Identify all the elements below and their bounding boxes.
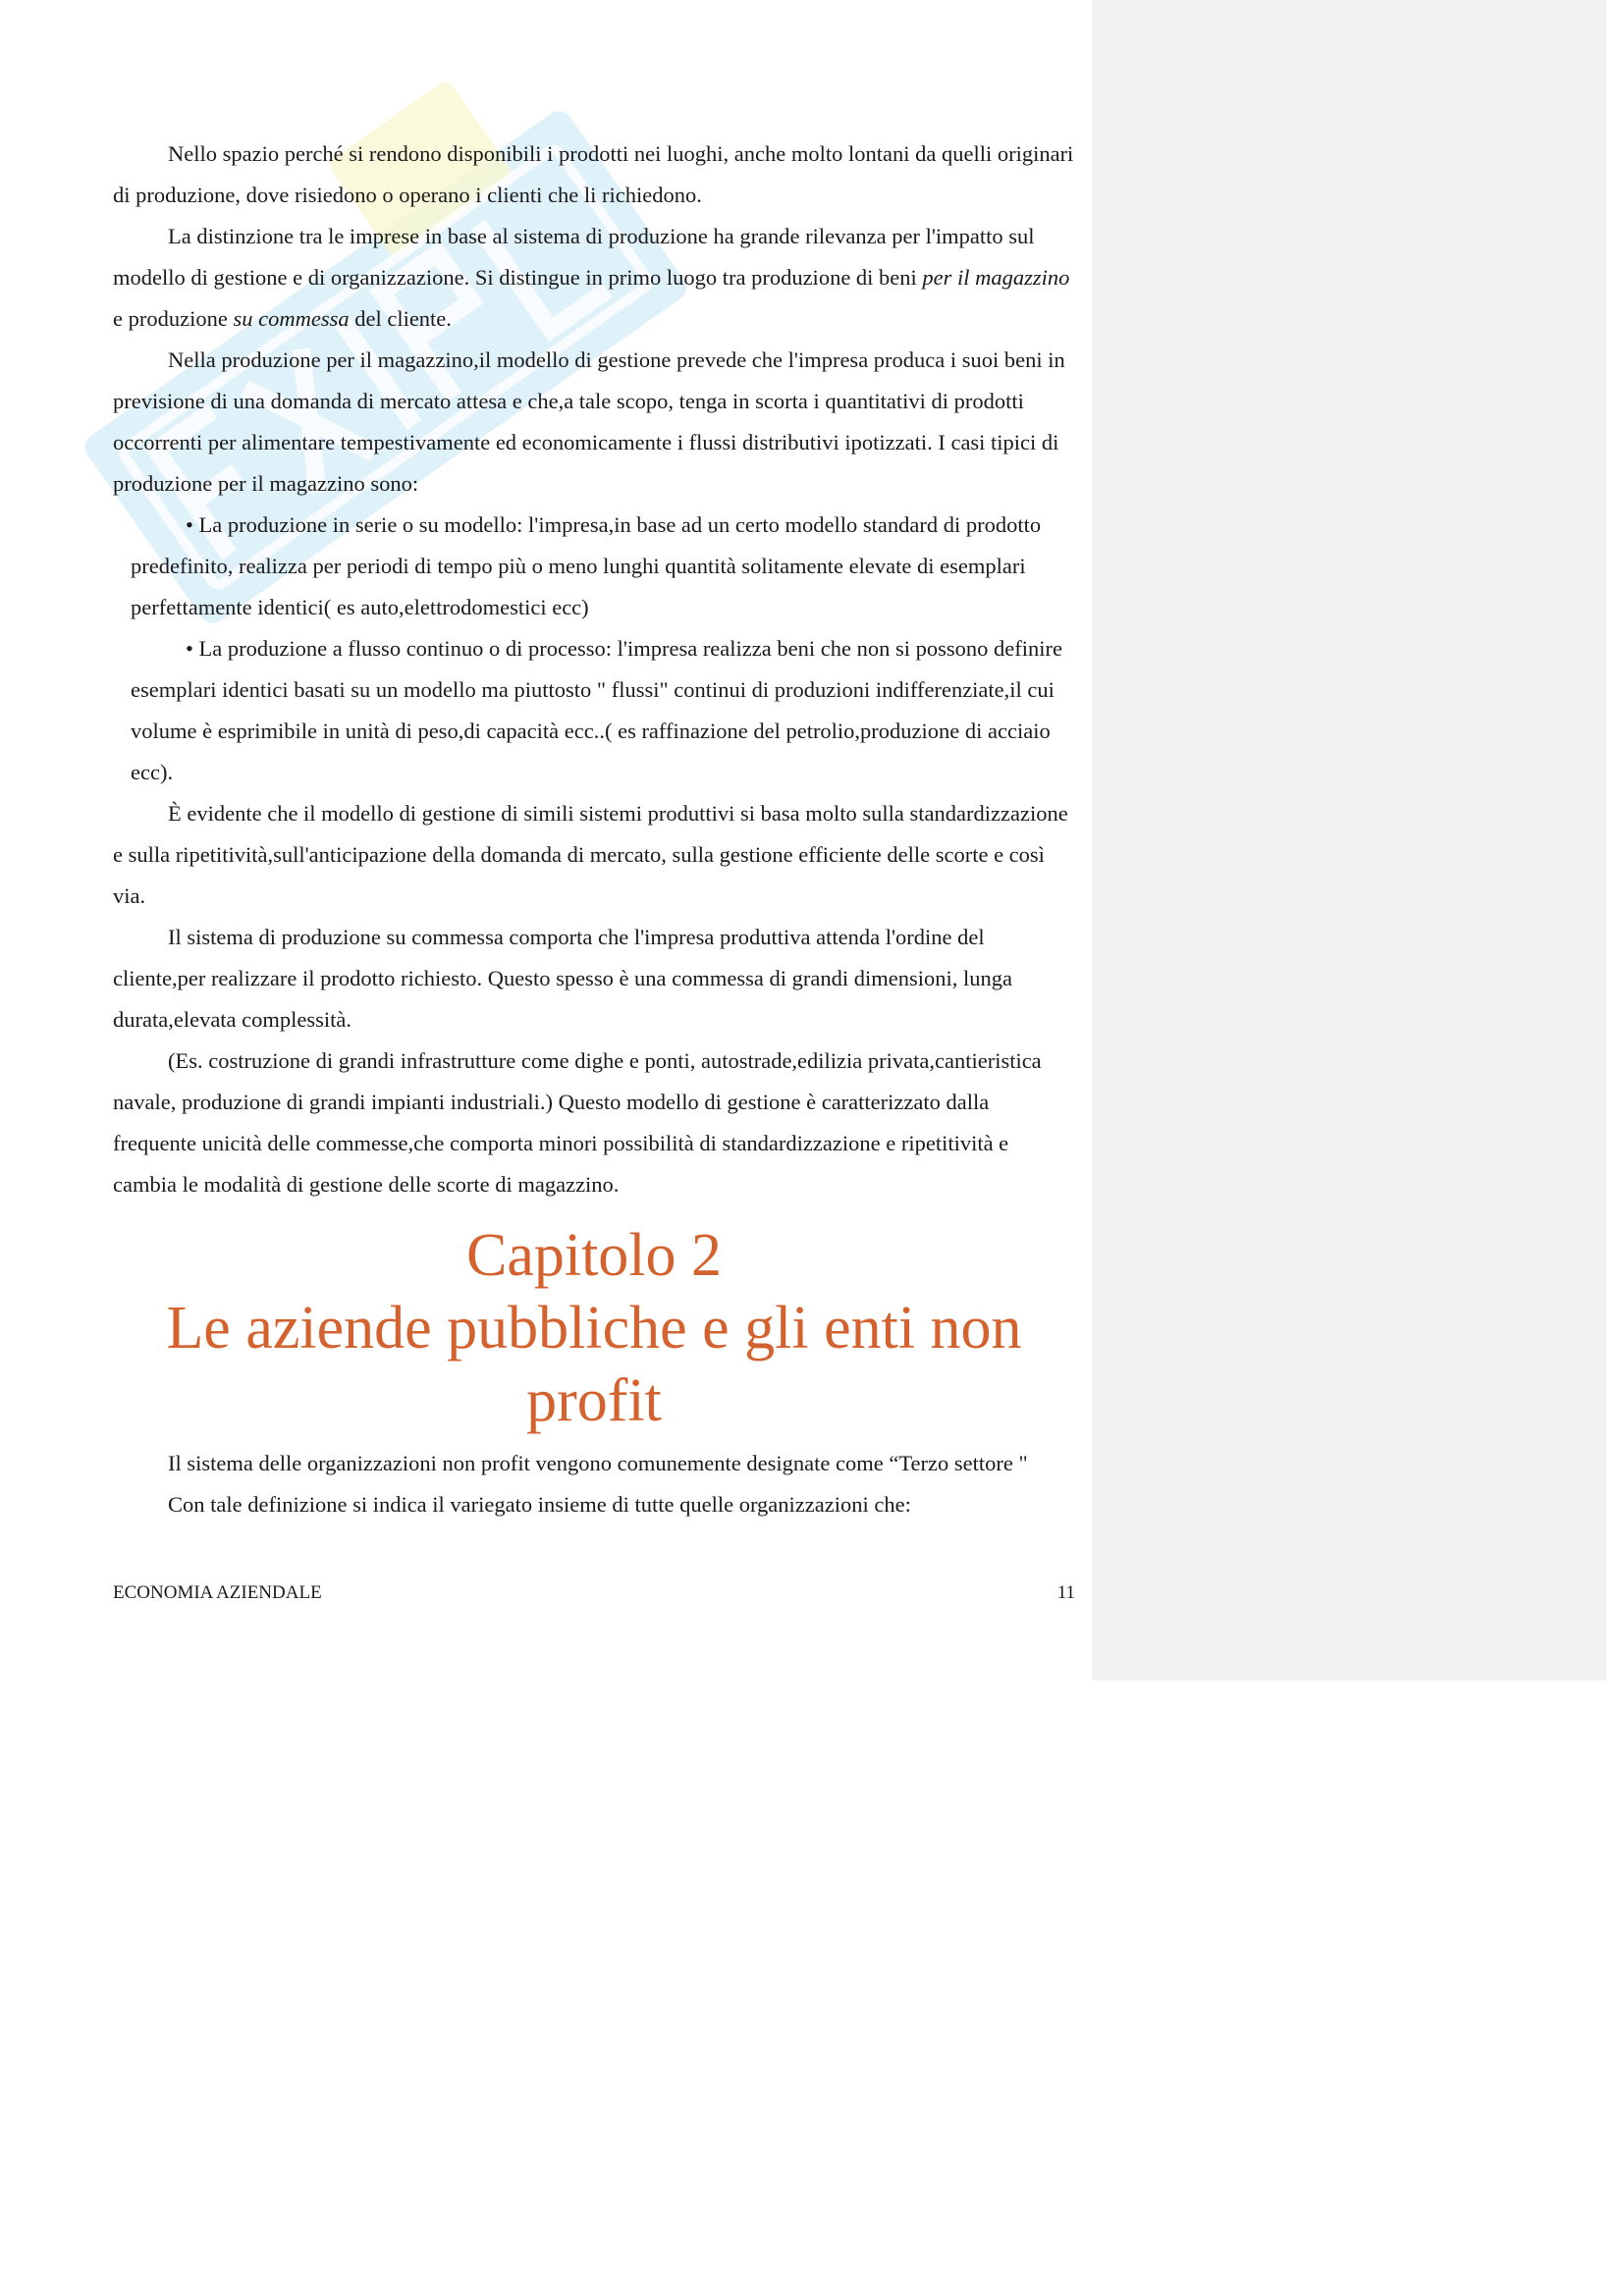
paragraph-text: e produzione: [113, 306, 234, 331]
emphasis-text: per il magazzino: [922, 265, 1070, 290]
footer-title: ECONOMIA AZIENDALE: [113, 1582, 322, 1603]
bullet-item: • La produzione a flusso continuo o di processo: l'impresa realizza beni che non si possono definire esemplari identici basati su un modello ma piuttosto " flussi" continui di produzioni indifferenziate,il cui volume è esprimibile in unità di peso,di capacità ecc..( es raffinazione del petrolio,produzione di acciaio ecc).: [131, 636, 1062, 784]
chapter-title: Le aziende pubbliche e gli enti non profit: [166, 1295, 1022, 1434]
chapter-heading: [113, 1219, 1075, 1437]
paragraph: Con tale definizione si indica il variegato insieme di tutte quelle organizzazioni che:: [168, 1492, 911, 1517]
comment-margin-panel: [1092, 0, 1606, 1681]
document-body: [113, 133, 1075, 1525]
paragraph-text: La distinzione tra le imprese in base al sistema di produzione ha grande rilevanza per l'impatto sul modello di gestione e di organizzazione. Si distingue in primo luogo tra produzione di beni: [113, 224, 1035, 290]
paragraph-text: del cliente.: [349, 306, 452, 331]
paragraph: Nella produzione per il magazzino,il modello di gestione prevede che l'impresa produca i suoi beni in previsione di una domanda di mercato attesa e che,a tale scopo, tenga in scorta i quantitativi di prodotti occorrenti per alimentare tempestivamente ed economicamente i flussi distributivi ipotizzati. I casi tipici di produzione per il magazzino sono:: [113, 347, 1065, 496]
paragraph: (Es. costruzione di grandi infrastrutture come dighe e ponti, autostrade,edilizia privata,cantieristica navale, produzione di grandi impianti industriali.) Questo modello di gestione è caratterizzato dalla frequente unicità delle commesse,che comporta minori possibilità di standardizzazione e ripetitività e cambia le modalità di gestione delle scorte di magazzino.: [113, 1048, 1042, 1197]
bullet-item: • La produzione in serie o su modello: l'impresa,in base ad un certo modello standard di prodotto predefinito, realizza per periodi di tempo più o meno lunghi quantità solitamente elevate di esemplari perfettamente identici( es auto,elettrodomestici ecc): [131, 512, 1042, 619]
paragraph: Il sistema delle organizzazioni non profit vengono comunemente designate come “Terzo settore ": [168, 1451, 1028, 1475]
paragraph: Il sistema di produzione su commessa comporta che l'impresa produttiva attenda l'ordine del cliente,per realizzare il prodotto richiesto. Questo spesso è una commessa di grandi dimensioni, lunga durata,elevata complessità.: [113, 925, 1012, 1032]
chapter-number: Capitolo 2: [465, 1222, 723, 1289]
paragraph: Nello spazio perché si rendono disponibili i prodotti nei luoghi, anche molto lontani da quelli originari di produzione, dove risiedono o operano i clienti che li richiedono.: [113, 141, 1074, 207]
page-number: 11: [1056, 1582, 1075, 1603]
paragraph: È evidente che il modello di gestione di simili sistemi produttivi si basa molto sulla standardizzazione e sulla ripetitività,sull'anticipazione della domanda di mercato, sulla gestione efficiente delle scorte e così via.: [113, 801, 1068, 908]
emphasis-text: su commessa: [233, 306, 350, 331]
paragraph: [113, 216, 1075, 340]
